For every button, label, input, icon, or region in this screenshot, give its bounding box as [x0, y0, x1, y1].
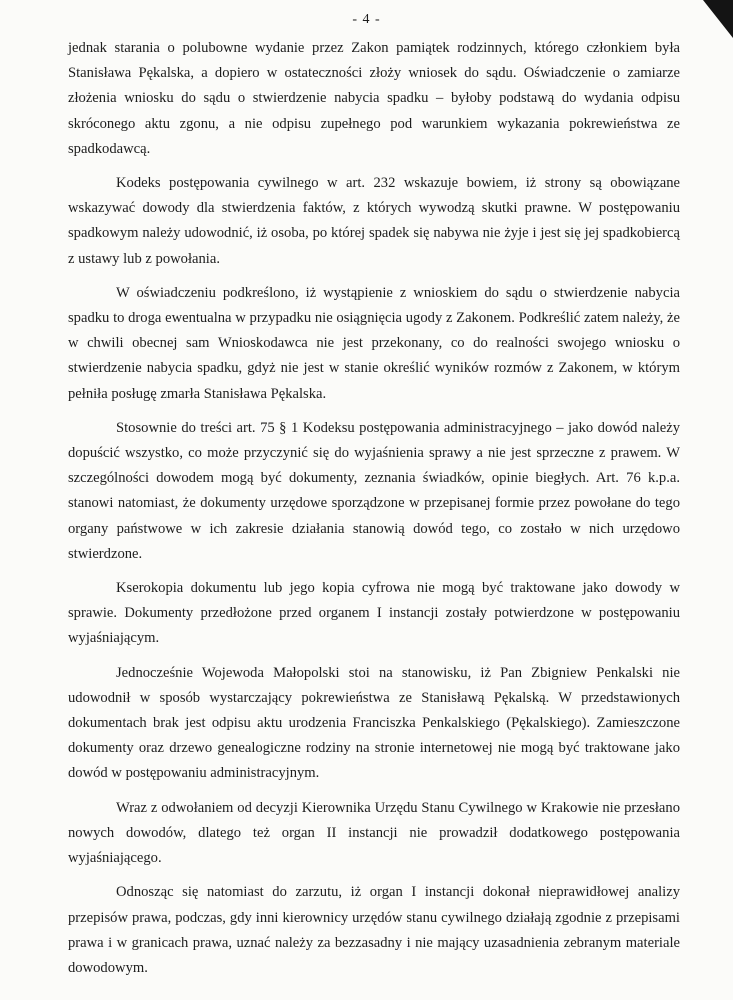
paragraph: W oświadczeniu podkreślono, iż wystąpienie z wnioskiem do sądu o stwierdzenie nabycia spadku to droga ewentualna w przypadku nie osiągnięcia ugody z Zakonem. Podkreślić zatem należy, że w chwili obecnej sam Wnioskodawca nie jest przekonany, co do realności swojego wniosku o stwierdzenie nabycia spadku, gdyż nie jest w stanie określić wyników rozmów z Zakonem, w którym pełniła posługę zmarła Stanisława Pękalska.	[68, 284, 680, 402]
paragraph: Jednocześnie Wojewoda Małopolski stoi na stanowisku, iż Pan Zbigniew Penkalski nie udowodnił w sposób wystarczający pokrewieństwa ze Stanisławą Pękalską. W przedstawionych dokumentach brak jest odpisu aktu urodzenia Franciszka Penkalskiego (Pękalskiego). Zamieszczone dokumenty oraz drzewo genealogiczne rodziny na stronie internetowej nie mogą być traktowane jako dowód w postępowaniu administracyjnym.	[68, 664, 680, 782]
paragraph: Wraz z odwołaniem od decyzji Kierownika Urzędu Stanu Cywilnego w Krakowie nie przesłano nowych dowodów, dlatego też organ II instancji nie prowadził dodatkowego postępowania wyjaśniającego.	[68, 799, 680, 867]
page-number: - 4 -	[352, 12, 381, 27]
paragraph: Odnosząc się natomiast do zarzutu, iż organ I instancji dokonał nieprawidłowej analizy przepisów prawa, podczas, gdy inni kierownicy urzędów stanu cywilnego działają zgodnie z przepisami prawa i w granicach prawa, uznać należy za bezzasadny i nie mający uzasadnienia zebranym materiale dowodowym.	[68, 884, 680, 976]
document-body	[68, 36, 680, 990]
paragraph: Stosownie do treści art. 75 § 1 Kodeksu postępowania administracyjnego – jako dowód należy dopuścić wszystko, co może przyczynić się do wyjaśnienia sprawy a nie jest sprzeczne z prawem. W szczególności dowodem mogą być dokumenty, zeznania świadków, opinie biegłych. Art. 76 k.p.a. stanowi natomiast, że dokumenty urzędowe sporządzone w przepisanej formie przez powołane do tego organy państwowe w ich zakresie działania stanowią dowód tego, co zostało w nich urzędowo stwierdzone.	[68, 419, 680, 562]
paragraph-continuation: jednak starania o polubowne wydanie przez Zakon pamiątek rodzinnych, którego członkiem była Stanisława Pękalska, a dopiero w ostateczności złoży wniosek do sądu. Oświadczenie o zamiarze złożenia wniosku do sądu o stwierdzenie nabycia spadku – byłoby podstawą do wydania odpisu skróconego aktu zgonu, a nie odpisu zupełnego pod warunkiem wykazania pokrewieństwa ze spadkodawcą.	[68, 40, 680, 157]
paragraph: Kodeks postępowania cywilnego w art. 232 wskazuje bowiem, iż strony są obowiązane wskazywać dowody dla stwierdzenia faktów, z których wywodzą skutki prawne. W postępowaniu spadkowym należy udowodnić, iż osoba, po której spadek się nabywa nie żyje i jest się jej spadkobiercą z ustawy lub z powołania.	[68, 175, 680, 267]
paragraph: Kserokopia dokumentu lub jego kopia cyfrowa nie mogą być traktowane jako dowody w sprawie. Dokumenty przedłożone przed organem I instancji zostały potwierdzone w postępowaniu wyjaśniającym.	[68, 580, 680, 647]
